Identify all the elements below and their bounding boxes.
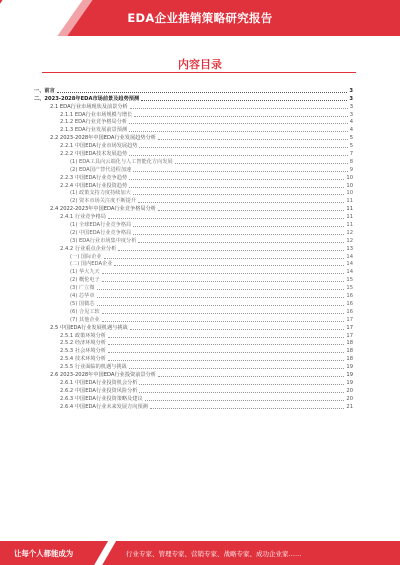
toc-entry[interactable] xyxy=(0,118,400,126)
toc-entry-label: 2.5.1 政策环境分析 xyxy=(60,332,106,339)
toc-entry-page-number: 7 xyxy=(349,151,353,158)
toc-entry-page-number: 10 xyxy=(346,174,353,181)
toc-leader-dots xyxy=(97,289,345,290)
toc-leader-dots xyxy=(102,273,345,274)
toc-entry[interactable] xyxy=(0,173,400,181)
toc-entry[interactable] xyxy=(0,402,400,410)
toc-entry-label: (1) 政策支持力度持续加大 xyxy=(70,190,131,197)
footer-tagline: 行业专家、管理专家、营销专家、战略专家、成功企业家…… xyxy=(126,550,302,558)
toc-entry-label: (1) 华大九天 xyxy=(70,269,100,276)
toc-leader-dots xyxy=(108,360,344,361)
toc-entry[interactable] xyxy=(0,228,400,236)
report-header xyxy=(0,0,400,36)
toc-entry-label: (3) 广立微 xyxy=(70,285,95,292)
toc-entry-page-number: 15 xyxy=(346,285,353,292)
toc-entry[interactable] xyxy=(0,196,400,204)
toc-entry[interactable] xyxy=(0,283,400,291)
toc-leader-dots xyxy=(108,352,344,353)
toc-leader-dots xyxy=(133,194,345,195)
toc-leader-dots xyxy=(104,258,345,259)
toc-entry-label: 2.2 2023-2028年中国EDA行业发展趋势分析 xyxy=(50,135,156,142)
toc-entry-page-number: 3 xyxy=(349,111,353,118)
toc-leader-dots xyxy=(138,202,344,203)
toc-entry-page-number: 5 xyxy=(349,143,353,150)
toc-entry[interactable] xyxy=(0,236,400,244)
toc-entry-page-number: 10 xyxy=(346,190,353,197)
toc-entry-page-number: 17 xyxy=(346,324,353,331)
toc-leader-dots xyxy=(138,242,344,243)
toc-leader-dots xyxy=(97,305,345,306)
toc-entry-label: 2.2.3 中国EDA行业竞争趋势 xyxy=(60,174,128,181)
toc-leader-dots xyxy=(158,139,348,140)
toc-leader-dots xyxy=(114,265,344,266)
toc-leader-dots xyxy=(129,187,344,188)
toc-entry[interactable] xyxy=(0,299,400,307)
toc-entry-page-number: 4 xyxy=(349,127,353,134)
toc-entry[interactable] xyxy=(0,291,400,299)
toc-entry-label: 2.5.3 社会环境分析 xyxy=(60,348,106,355)
toc-entry[interactable] xyxy=(0,378,400,386)
toc-entry-page-number: 14 xyxy=(346,269,353,276)
toc-entry-label: (二) 国内EDA企业 xyxy=(70,261,113,268)
toc-leader-dots xyxy=(141,100,347,101)
toc-leader-dots xyxy=(129,123,348,124)
toc-entry-label: 2.6.3 中国EDA行业投资策略及建议 xyxy=(60,395,143,402)
toc-divider xyxy=(42,72,356,73)
toc-entry-label: (3) EDA行业市场集中度分析 xyxy=(70,237,137,244)
toc-entry-page-number: 11 xyxy=(346,198,353,205)
toc-leader-dots xyxy=(158,376,344,377)
toc-entry-page-number: 15 xyxy=(346,277,353,284)
toc-leader-dots xyxy=(145,400,345,401)
toc-entry[interactable] xyxy=(0,149,400,157)
toc-entry-page-number: 3 xyxy=(349,103,353,110)
toc-entry[interactable] xyxy=(0,204,400,212)
report-footer xyxy=(0,541,400,565)
toc-leader-dots xyxy=(108,337,344,338)
toc-entry-page-number: 13 xyxy=(346,245,353,252)
toc-entry[interactable] xyxy=(0,189,400,197)
toc-entry-page-number: 19 xyxy=(346,371,353,378)
toc-entry-label: (4) 芯华章 xyxy=(70,293,95,300)
toc-entry-label: 2.6.2 中国EDA行业投资风险分析 xyxy=(60,387,138,394)
toc-entry[interactable] xyxy=(0,339,400,347)
toc-entry-page-number: 16 xyxy=(346,293,353,300)
toc-entry-label: 2.5 中国EDA行业发展机遇与挑战 xyxy=(50,324,128,331)
toc-entry[interactable] xyxy=(0,86,400,94)
toc-leader-dots xyxy=(129,368,345,369)
toc-entry[interactable] xyxy=(0,346,400,354)
toc-entry-label: (2) 资本市场关注度不断提升 xyxy=(70,198,137,205)
toc-entry-label: 2.4.2 行业重点企业分析 xyxy=(60,245,117,252)
toc-entry-label: (1) 全球EDA行业竞争格局 xyxy=(70,222,132,229)
toc-entry-page-number: 5 xyxy=(349,135,353,142)
toc-entry[interactable] xyxy=(0,102,400,110)
toc-leader-dots xyxy=(139,384,344,385)
toc-leader-dots xyxy=(102,313,345,314)
toc-entry-label: 二、2023-2028年EDA市场前景及趋势预测 xyxy=(34,95,140,102)
toc-leader-dots xyxy=(133,226,344,227)
toc-entry[interactable] xyxy=(0,165,400,173)
toc-entry-label: (2) 概伦电子 xyxy=(70,277,100,284)
toc-entry[interactable] xyxy=(0,275,400,283)
toc-entry-label: 2.1.2 EDA行业竞争格局分析 xyxy=(60,119,128,126)
toc-entry-label: 2.5.5 行业面临的机遇与挑战 xyxy=(60,364,127,371)
toc-entry-label: (2) 中国EDA行业竞争格局 xyxy=(70,229,132,236)
footer-slogan: 让每个人都能成为 xyxy=(14,549,74,558)
toc-entry-page-number: 14 xyxy=(346,253,353,260)
toc-entry-label: 2.2.2 中国EDA技术发展趋势 xyxy=(60,151,128,158)
toc-entry-label: 2.1.1 EDA行业市场规模与增长 xyxy=(60,111,133,118)
toc-entry-page-number: 3 xyxy=(349,87,353,94)
toc-entry-page-number: 14 xyxy=(346,261,353,268)
toc-entry-label: (6) 合见工软 xyxy=(70,308,100,315)
toc-entry[interactable] xyxy=(0,370,400,378)
toc-entry[interactable] xyxy=(0,181,400,189)
toc-entry[interactable] xyxy=(0,323,400,331)
toc-leader-dots xyxy=(129,179,344,180)
toc-entry-page-number: 4 xyxy=(349,119,353,126)
toc-entry[interactable] xyxy=(0,354,400,362)
toc-entry-page-number: 9 xyxy=(349,166,353,173)
toc-entry[interactable] xyxy=(0,141,400,149)
toc-entry-page-number: 3 xyxy=(349,95,353,102)
toc-entry[interactable] xyxy=(0,252,400,260)
toc-entry[interactable] xyxy=(0,125,400,133)
toc-entry-label: 2.1.3 EDA行业发展前景预测 xyxy=(60,127,128,134)
toc-entry-label: 2.4 2022-2023年中国EDA行业竞争格局分析 xyxy=(50,206,156,213)
toc-entry-label: 一、前言 xyxy=(34,87,55,94)
toc-leader-dots xyxy=(102,281,345,282)
toc-entry-label: (5) 国微芯 xyxy=(70,300,95,307)
toc-leader-dots xyxy=(108,344,344,345)
toc-leader-dots xyxy=(102,321,345,322)
toc-leader-dots xyxy=(130,329,345,330)
toc-entry-page-number: 16 xyxy=(346,308,353,315)
toc-entry-label: 2.6.1 中国EDA行业投资机会分析 xyxy=(60,379,138,386)
toc-entry-page-number: 19 xyxy=(346,364,353,371)
toc-entry[interactable] xyxy=(0,133,400,141)
toc-entry-label: (一) 国际企业 xyxy=(70,253,102,260)
toc-leader-dots xyxy=(129,155,348,156)
report-title: EDA企业推销策略研究报告 xyxy=(127,11,273,25)
toc-entry-page-number: 18 xyxy=(346,340,353,347)
toc-entry[interactable] xyxy=(0,212,400,220)
toc-entry-label: 2.2.1 中国EDA行业市场发展趋势 xyxy=(60,143,138,150)
toc-entry-label: 2.5.4 技术环境分析 xyxy=(60,356,106,363)
toc-entry-page-number: 17 xyxy=(346,332,353,339)
toc-leader-dots xyxy=(97,297,345,298)
toc-entry-label: 2.6.4 中国EDA行业未来发展方向预测 xyxy=(60,403,148,410)
toc-entry-page-number: 18 xyxy=(346,356,353,363)
toc-entry-page-number: 20 xyxy=(346,395,353,402)
toc-leader-dots xyxy=(139,392,344,393)
toc-entry[interactable] xyxy=(0,244,400,252)
toc-entry[interactable] xyxy=(0,94,400,102)
toc-entry-label: 2.5.2 经济环境分析 xyxy=(60,340,106,347)
toc-entry-label: 2.1 EDA行业市场现状及前景分析 xyxy=(50,103,128,110)
toc-entry-page-number: 11 xyxy=(346,214,353,221)
toc-entry[interactable] xyxy=(0,157,400,165)
toc-entry-label: (1) EDA工具向云端化与人工智能化方向发展 xyxy=(70,158,173,165)
toc-entry-label: 2.2.4 中国EDA行业投资趋势 xyxy=(60,182,128,189)
toc-entry-page-number: 21 xyxy=(346,403,353,410)
toc-entry-page-number: 16 xyxy=(346,300,353,307)
toc-entry[interactable] xyxy=(0,315,400,323)
toc-entry-page-number: 12 xyxy=(346,229,353,236)
toc-heading: 内容目录 xyxy=(178,58,222,71)
toc-entry[interactable] xyxy=(0,220,400,228)
toc-leader-dots xyxy=(133,171,347,172)
toc-entry-page-number: 20 xyxy=(346,387,353,394)
footer-slant-divider xyxy=(88,541,119,565)
toc-entry-label: (7) 其他企业 xyxy=(70,316,100,323)
toc-leader-dots xyxy=(150,408,345,409)
toc-leader-dots xyxy=(57,92,348,93)
table-of-contents xyxy=(0,86,400,410)
toc-entry[interactable] xyxy=(0,307,400,315)
toc-entry-page-number: 12 xyxy=(346,237,353,244)
toc-entry-label: (2) EDA国产替代进程加速 xyxy=(70,166,132,173)
toc-entry[interactable] xyxy=(0,386,400,394)
toc-leader-dots xyxy=(175,163,348,164)
toc-leader-dots xyxy=(130,108,348,109)
toc-entry-page-number: 11 xyxy=(346,222,353,229)
toc-entry[interactable] xyxy=(0,260,400,268)
toc-entry[interactable] xyxy=(0,394,400,402)
toc-leader-dots xyxy=(139,147,347,148)
toc-leader-dots xyxy=(133,234,344,235)
toc-leader-dots xyxy=(129,131,348,132)
toc-entry[interactable] xyxy=(0,267,400,275)
toc-entry-page-number: 17 xyxy=(346,316,353,323)
toc-entry-label: 2.6 2023-2028年中国EDA行业投资前景分析 xyxy=(50,371,156,378)
toc-leader-dots xyxy=(158,210,344,211)
toc-entry-page-number: 11 xyxy=(346,206,353,213)
toc-entry-page-number: 19 xyxy=(346,379,353,386)
toc-entry-label: 2.4.1 行业竞争格局 xyxy=(60,214,106,221)
toc-leader-dots xyxy=(118,250,344,251)
toc-entry[interactable] xyxy=(0,362,400,370)
toc-entry[interactable] xyxy=(0,331,400,339)
toc-leader-dots xyxy=(134,116,347,117)
toc-entry-page-number: 10 xyxy=(346,182,353,189)
toc-entry[interactable] xyxy=(0,110,400,118)
toc-entry-page-number: 8 xyxy=(349,158,353,165)
toc-leader-dots xyxy=(108,218,344,219)
toc-entry-page-number: 18 xyxy=(346,348,353,355)
